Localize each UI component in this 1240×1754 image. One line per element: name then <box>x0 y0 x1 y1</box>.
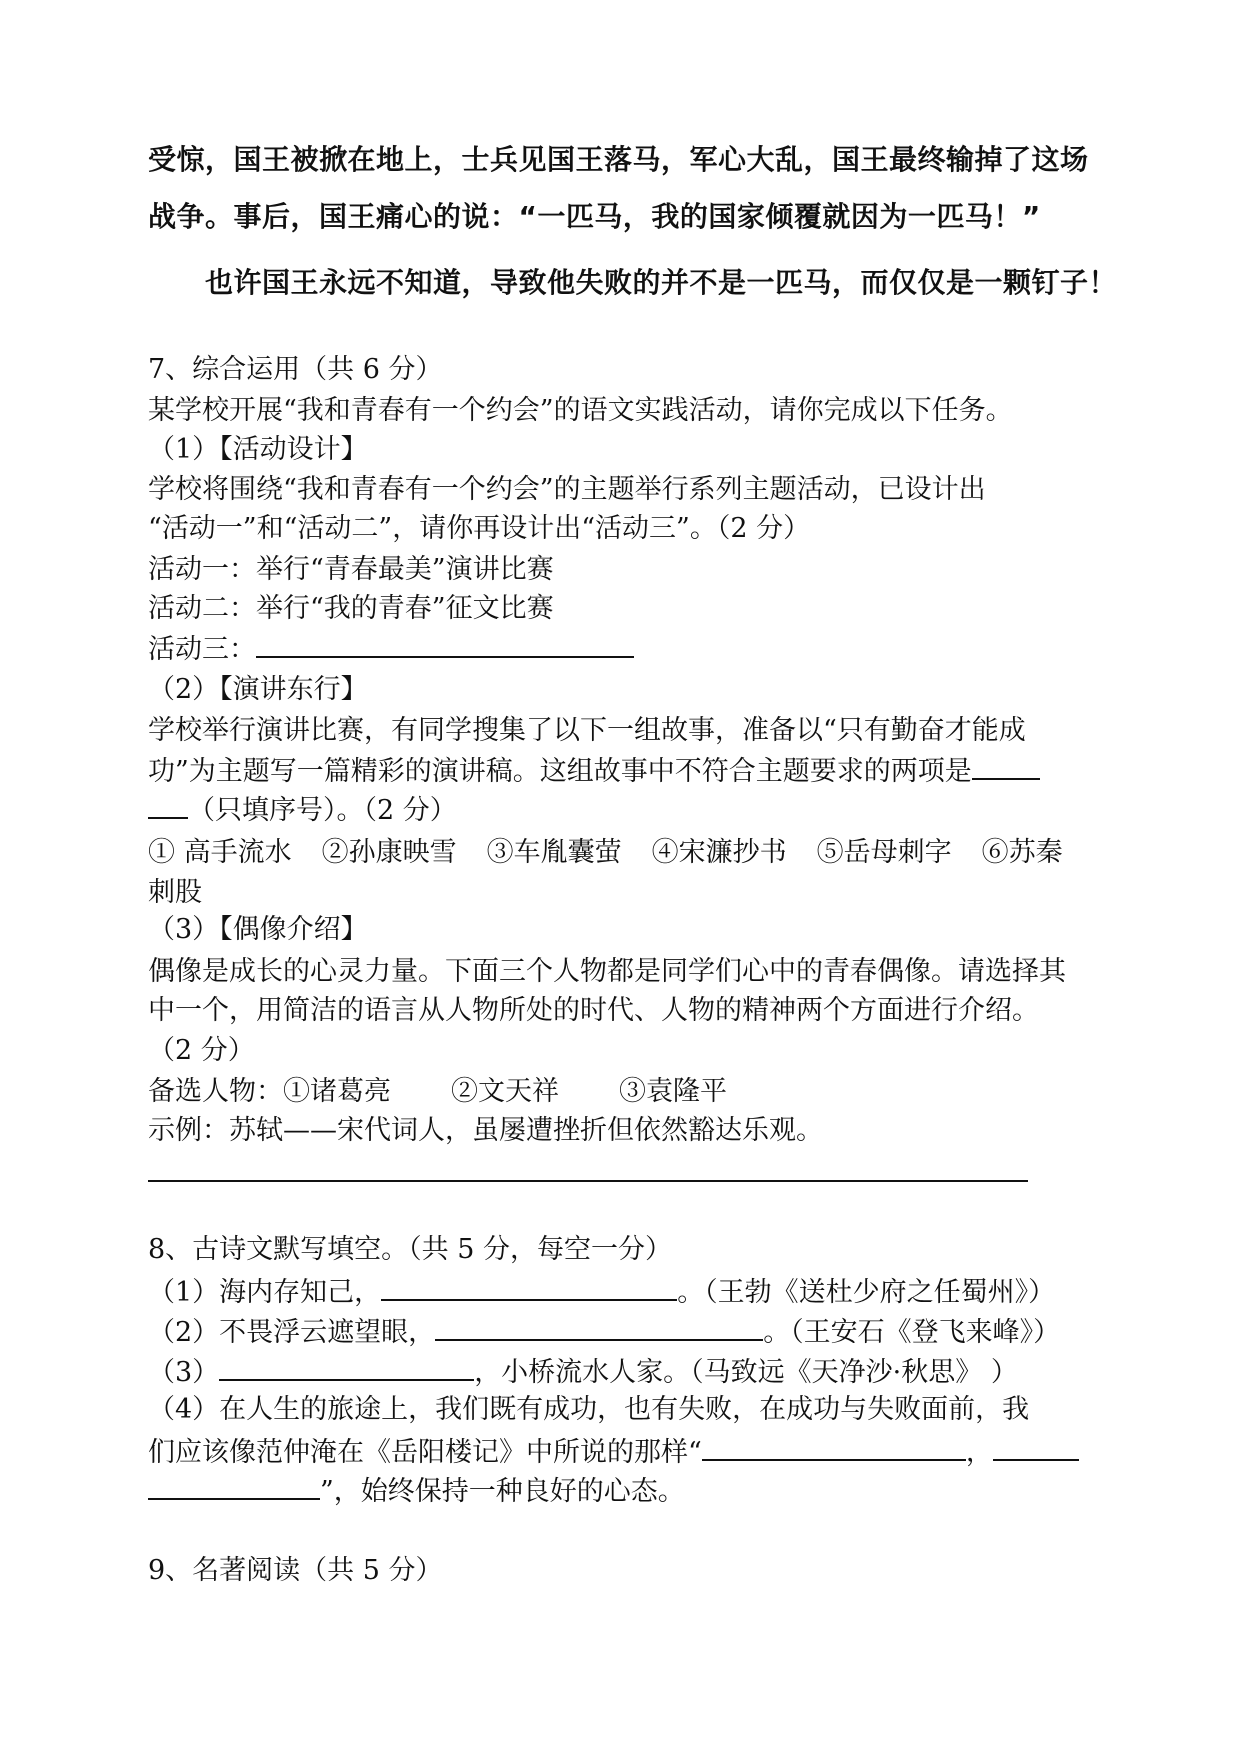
q8-item-4-line2 <box>148 1433 1079 1470</box>
story-line-1: 受惊，国王被掀在地上，士兵见国王落马，军心大乱，国王最终输掉了这场 <box>148 143 1089 176</box>
activity-3-row <box>148 630 634 667</box>
activity-2: 活动二：举行“我的青春”征文比赛 <box>148 593 554 624</box>
story-options-row <box>148 836 1063 870</box>
q8-item-4-blank-2[interactable] <box>993 1433 1079 1461</box>
q8-item-4-line1: （4）在人生的旅途上，我们既有成功，也有失败，在成功与失败面前，我 <box>148 1394 1030 1425</box>
q7-part3-line1: 偶像是成长的心灵力量。下面三个人物都是同学们心中的青春偶像。请选择其 <box>148 956 1066 987</box>
q8-item-2-suffix: 。（王安石《登飞来峰》） <box>763 1317 1061 1348</box>
q7-part2-line1: 学校举行演讲比赛，有同学搜集了以下一组故事，准备以“只有勤奋才能成 <box>148 715 1026 746</box>
q7-part2-line3: （只填序号）。（2 分） <box>188 795 457 826</box>
story-line-2: 战争。事后，国王痛心的说：“一匹马，我的国家倾覆就因为一匹马！” <box>148 200 1041 233</box>
q7-part2-answer-blank[interactable] <box>972 752 1040 780</box>
candidates-row <box>148 1075 727 1109</box>
story-option-6: ⑥苏秦 <box>981 837 1063 868</box>
q8-item-1-blank[interactable] <box>381 1273 677 1301</box>
q9-title: 9、名著阅读（共 5 分） <box>148 1555 443 1586</box>
story-option-5: ⑤岳母刺字 <box>816 837 952 868</box>
story-option-4: ④宋濂抄书 <box>651 837 787 868</box>
q7-part3-line3: （2 分） <box>148 1035 255 1066</box>
q8-item-4-line3 <box>148 1472 685 1509</box>
q7-part2-line3-row <box>148 791 457 828</box>
q7-part2-answer-blank-cont[interactable] <box>148 791 188 819</box>
q8-item-3 <box>148 1353 1018 1390</box>
q7-intro: 某学校开展“我和青春有一个约会”的语文实践活动，请你完成以下任务。 <box>148 395 1013 426</box>
candidate-2: ②文天祥 <box>451 1076 559 1107</box>
activity-3-answer-blank[interactable] <box>256 630 634 658</box>
q7-part2-line2: 功”为主题写一篇精彩的演讲稿。这组故事中不符合主题要求的两项是 <box>148 756 972 787</box>
q7-part2-line2-row <box>148 752 1040 789</box>
q8-item-4-prefix: 们应该像范仲淹在《岳阳楼记》中所说的那样“ <box>148 1437 702 1468</box>
story-option-3: ③车胤囊萤 <box>486 837 622 868</box>
q8-item-2-blank[interactable] <box>435 1313 763 1341</box>
story-option-2: ②孙康映雪 <box>321 837 457 868</box>
q7-part3-line2: 中一个，用简洁的语言从人物所处的时代、人物的精神两个方面进行介绍。 <box>148 995 1039 1026</box>
q8-item-2-prefix: （2）不畏浮云遮望眼， <box>148 1317 436 1348</box>
candidate-3: ③袁隆平 <box>619 1076 727 1107</box>
candidates-label: 备选人物： <box>148 1076 283 1107</box>
story-line-3: 也许国王永远不知道，导致他失败的并不是一匹马，而仅仅是一颗钉子！ <box>205 266 1118 299</box>
q7-part2-heading: （2）【演讲东行】 <box>148 674 368 705</box>
q8-item-2 <box>148 1313 1060 1350</box>
story-option-1: ① 高手流水 <box>148 837 292 868</box>
q8-item-1-suffix: 。（王勃《送杜少府之任蜀州》） <box>677 1277 1056 1308</box>
q7-title: 7、综合运用（共 6 分） <box>148 354 443 385</box>
q8-item-4-suffix: ”，始终保持一种良好的心态。 <box>320 1476 685 1507</box>
q8-item-3-suffix: ，小桥流水人家。（马致远《天净沙·秋思》 ） <box>474 1357 1018 1388</box>
activity-3-label: 活动三： <box>148 634 256 665</box>
q8-item-1-prefix: （1）海内存知己， <box>148 1277 382 1308</box>
candidate-1: ①诸葛亮 <box>283 1076 391 1107</box>
example-line: 示例：苏轼——宋代词人，虽屡遭挫折但依然豁达乐观。 <box>148 1115 823 1146</box>
q8-item-4-comma: ， <box>965 1437 993 1468</box>
q8-item-1 <box>148 1273 1055 1310</box>
idol-answer-line[interactable] <box>148 1180 1028 1182</box>
activity-1: 活动一：举行“青春最美”演讲比赛 <box>148 554 554 585</box>
q8-item-4-blank-2-cont[interactable] <box>148 1472 320 1500</box>
q7-part1-line2: “活动一”和“活动二”，请你再设计出“活动三”。（2 分） <box>148 513 811 544</box>
q7-part1-line1: 学校将围绕“我和青春有一个约会”的主题举行系列主题活动，已设计出 <box>148 474 986 505</box>
q8-item-3-prefix: （3） <box>148 1357 220 1388</box>
q7-part3-heading: （3）【偶像介绍】 <box>148 914 368 945</box>
q8-item-3-blank[interactable] <box>219 1353 474 1381</box>
q7-part1-heading: （1）【活动设计】 <box>148 434 368 465</box>
story-option-6-wrap: 刺股 <box>148 877 202 908</box>
q8-item-4-blank-1[interactable] <box>702 1433 966 1461</box>
q8-title: 8、古诗文默写填空。（共 5 分，每空一分） <box>148 1234 673 1265</box>
